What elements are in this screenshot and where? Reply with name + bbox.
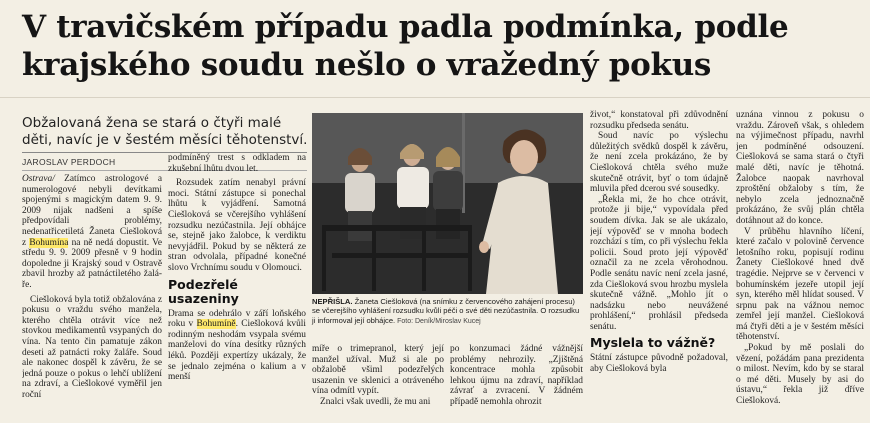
article-column-3 <box>312 344 444 422</box>
article-column-1 <box>22 174 162 420</box>
article-column-4 <box>450 344 583 422</box>
subheadline: Obžalovaná žena se stará o čtyři malé děti, navíc je v šestém měsíci těhotenství. <box>22 115 308 148</box>
paragraph: „Pokud by mě poslali do vězení, požádám pana prezidenta o milost. Nevím, kdo by se staral o mé děti. Musely by asi do ústavu,“ řekla již dříve Ciešloková. <box>736 343 864 407</box>
photo-credit: Foto: Deník/Miroslav Kucej <box>395 317 481 325</box>
text-run: na ně nedá dopustit. Ve středu 9. 9. 2009 přesně v 9 hodin dopoledne ji Krajský soud v Ostravě zbavil hrozby až patnáctiletého žalá-ře. <box>22 237 162 290</box>
paragraph: míře o trimepranol, který její manžel užíval. Muž si ale po obžalobě všiml podezřelých usazenin ve sklenici a otráveného vína odmítl vypít. <box>312 344 444 397</box>
headline-line-1: V travičském případu padla podmínka, podle <box>22 9 789 45</box>
paragraph: po konzumaci žádné vážnější problémy nehrozily. „Zjištěná koncentrace mohla způsobit lehkou újmu na zdraví, například závrať a zvracení. V žádném případě nemohla ohrozit <box>450 344 583 407</box>
courtroom-photo <box>312 113 583 294</box>
news-photo <box>312 113 583 294</box>
paragraph: „Řekla mi, že ho chce otrávit, protože ji bije,“ vypovídala před soudem dívka. Jak se ale ukázalo, její výpověď se v mnoha bodech rozchází s tím, co při výslechu řekla policii. Soud proto její výpověď označil za ne zcela věrohodnou. Podle senátu navíc není zcela jasné, zda Ciešloková svou hrozbu myslela skutečně vážně. „Mohlo jít o nadsázku nebo neuvážené prohlášení,“ prohlásil předseda senátu. <box>590 194 728 332</box>
photo-caption <box>312 297 583 326</box>
paragraph: podmíněný trest s odkladem na zkušební lhůtu dvou let. <box>168 153 306 174</box>
section-subheading: Podezřelé usazeniny <box>168 276 239 306</box>
text-run: Zatímco astrologové a numerologové nebyli devítkami spojenými s magickým datem 9. 9. 2009 nijak nadšeni a spíše předpovídali problémy, nedenatřicetiletá Žaneta Ciešloková z <box>22 174 162 248</box>
text-run: . Ciešloková kvůli rodinným neshodám vsypala svému manželovi do vína desítky různých léků. Později expertízy ukázaly, že se jednalo zejména o kalium a v menší <box>168 319 306 383</box>
paragraph: Soud navíc po výslechu důležitých svědků dospěl k závěru, že není zcela prokázáno, že by Ciešloková chtěla svého muže skutečně otrávit, byť o tom údajně mluvila před dcerou své sousedky. <box>590 131 728 195</box>
headline-divider <box>0 97 870 98</box>
paragraph: V průběhu hlavního líčení, které začalo v polovině července letošního roku, popisují rodinu Žanety Ciešlokové hned dvě tragédie. Nejprve se v červenci v bohumínském jezeře utopil její syn, kterého měl hlídat soused. V srpnu pak na vážnou nemoc zemřel její manžel. Ciešloková má čtyři děti a je v šestém měsíci těhotenství. <box>736 226 864 343</box>
text-run: Drama se odehrálo v září loňského roku v <box>168 308 306 330</box>
paragraph <box>168 309 306 383</box>
article-column-2 <box>168 153 306 420</box>
dateline: Ostrava/ <box>22 174 55 184</box>
section-subheading: Myslela to vážně? <box>590 335 716 351</box>
byline: JAROSLAV PERDOCH <box>22 157 116 167</box>
paragraph <box>22 174 162 291</box>
highlighted-word: Bohumíně <box>196 319 236 330</box>
caption-lead: NEPŘIŠLA. <box>312 297 353 306</box>
caption-text: Žaneta Ciešloková (na snímku z červencového zahájení procesu) se včerejšího vyhlášení rozsudku kvůli péči o své děti nezúčastnila. O rozsudku ji informoval její obhájce. <box>312 297 580 325</box>
paragraph: život,“ konstatoval při zdůvodnění rozsudku předseda senátu. <box>590 110 728 131</box>
headline <box>22 8 862 84</box>
paragraph: Ciešloková byla totiž obžalována z pokusu o vraždu svého manžela, kterého chtěla otrávit více než stovkou medikamentů vsypaných do vína. Na tento čin pamatuje zákon deseti až patnácti roky žaláře. Soud ale nakonec dospěl k závěru, že se jedná pouze o pokus o lehčí ublížení na zdraví, a Ciešlokové vyměřil jen roční <box>22 294 162 400</box>
article-column-6 <box>736 110 864 422</box>
paragraph: uznána vinnou z pokusu o vraždu. Zároveň však, s ohledem na výjimečnost případu, navrhl jen podmíněné odsouzení. Ciešloková se sama stará o čtyři malé děti, navíc je těhotná. Žalobce naopak navrhoval zproštění obžaloby s tím, že nebylo zcela jednoznačně prokázáno, že svůj plán chtěla dotáhnout až do konce. <box>736 110 864 226</box>
paragraph: Státní zástupce původně požadoval, aby Ciešloková byla <box>590 353 728 375</box>
highlighted-word: Bohumína <box>29 237 69 248</box>
article-column-5 <box>590 110 728 422</box>
paragraph: Znalci však uvedli, že mu ani <box>320 396 431 407</box>
headline-line-2: krajského soudu nešlo o vražedný pokus <box>22 47 712 83</box>
paragraph: Rozsudek zatím nenabyl právní moci. Státní zástupce si ponechal lhůtu k vyjádření. Samotná Ciešloková se včerejšího vyhlášení rozsudku nezúčastnila. Její obhájce se, stejně jako žalobce, k verdiktu nevyjádřil. Pokud by se některá ze stran odvolala, případné konečné slovo Vrchnímu soudu v Olomouci. <box>168 178 306 273</box>
